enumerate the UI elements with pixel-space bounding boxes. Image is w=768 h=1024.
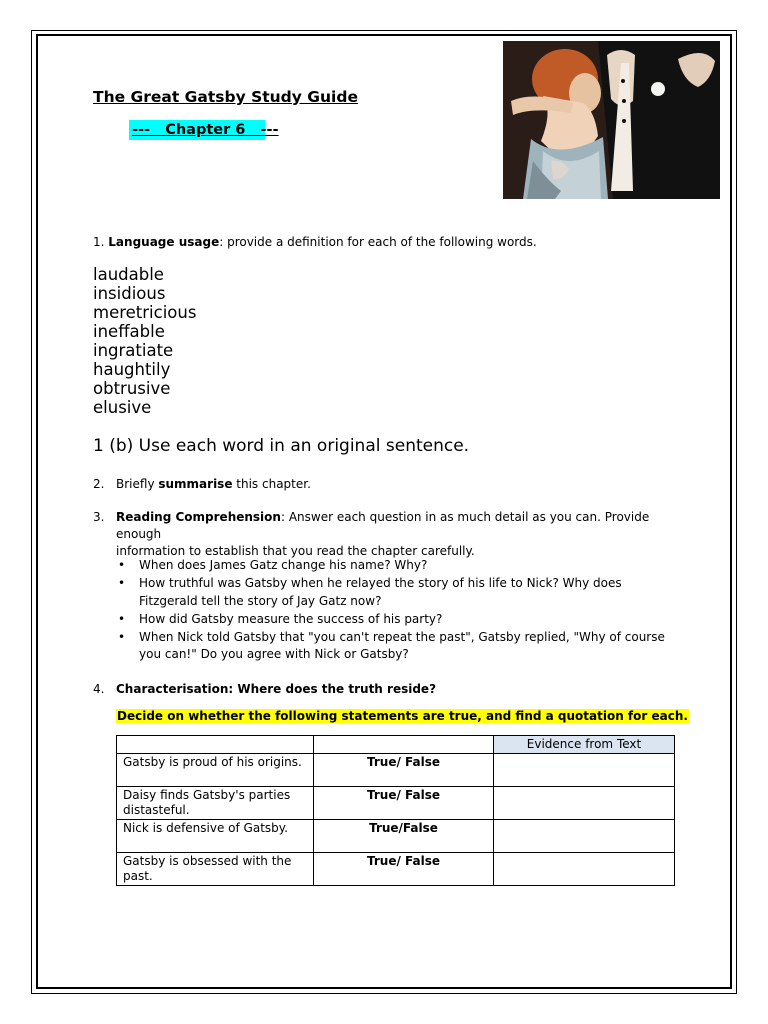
vocabulary-word: laudable [93, 265, 164, 284]
question-3-line1: : Answer each question in as much detail as you can. Provide enough [116, 510, 650, 541]
bullet-icon: • [118, 576, 126, 590]
document-title: The Great Gatsby Study Guide [93, 88, 358, 106]
comprehension-question: • When does James Gatz change his name? Why? [118, 557, 678, 575]
statement-cell: Nick is defensive of Gatsby. [117, 820, 314, 853]
vocabulary-word: haughtily [93, 360, 171, 379]
question-1-label: Language usage [108, 235, 220, 249]
statement-cell: Gatsby is obsessed with the past. [117, 853, 314, 886]
question-2-keyword: summarise [158, 477, 233, 491]
comprehension-question: • How did Gatsby measure the success of his party? [118, 611, 678, 629]
question-2-number: 2. [93, 477, 105, 491]
table-header-evidence: Evidence from Text [494, 736, 675, 754]
evidence-cell[interactable] [494, 820, 675, 853]
statement-cell: Gatsby is proud of his origins. [117, 754, 314, 787]
question-3-number: 3. [93, 510, 105, 524]
vocabulary-word: ineffable [93, 322, 165, 341]
table-row [117, 820, 675, 853]
table-header-cell [117, 736, 314, 754]
chapter-heading: --- Chapter 6 --- [129, 120, 265, 140]
question-1-number: 1. [93, 235, 105, 249]
question-4-label: Characterisation: Where does the truth reside? [116, 682, 437, 696]
evidence-cell[interactable] [494, 787, 675, 820]
question-1-text: : provide a definition for each of the following words. [219, 235, 537, 249]
illustration-graphic [503, 41, 720, 199]
question-3 [116, 509, 676, 560]
table-row [117, 787, 675, 820]
question-4-number: 4. [93, 682, 105, 696]
question-1 [93, 235, 537, 249]
vocabulary-word: elusive [93, 398, 152, 417]
true-false-cell[interactable]: True/ False [314, 787, 494, 820]
instruction-highlight: Decide on whether the following statements are true, and find a quotation for each. [117, 709, 688, 723]
illustration-dancing-couple [503, 41, 720, 199]
question-2 [116, 476, 311, 493]
vocabulary-word: insidious [93, 284, 166, 303]
bullet-icon: • [118, 611, 126, 626]
comprehension-question: • When Nick told Gatsby that "you can't repeat the past", Gatsby replied, "Why of course you can!" Do you agree with Nick or Gatsby? [118, 629, 665, 661]
statement-cell: Daisy finds Gatsby's parties distasteful. [117, 787, 314, 820]
comprehension-questions [118, 557, 678, 664]
comprehension-question: • How truthful was Gatsby when he relayed the story of his life to Nick? Why does Fitzgerald tell the story of Jay Gatz now? [118, 576, 622, 608]
bullet-icon: • [118, 629, 126, 644]
vocabulary-list [93, 265, 196, 417]
table-header-cell [314, 736, 494, 754]
question-1b: 1 (b) Use each word in an original sentence. [93, 436, 470, 456]
bullet-icon: • [118, 558, 126, 572]
table-row [117, 853, 675, 886]
true-false-cell[interactable]: True/False [314, 820, 494, 853]
question-3-line2: information to establish that you read the chapter carefully. [116, 544, 475, 558]
vocabulary-word: obtrusive [93, 379, 171, 398]
evidence-cell[interactable] [494, 853, 675, 886]
question-2-pre: Briefly [116, 477, 159, 491]
vocabulary-word: ingratiate [93, 341, 174, 360]
evidence-cell[interactable] [494, 754, 675, 787]
vocabulary-word: meretricious [93, 303, 197, 322]
table-header-row [117, 736, 675, 754]
question-2-post: this chapter. [232, 477, 311, 491]
table-row [117, 754, 675, 787]
true-false-cell[interactable]: True/ False [314, 754, 494, 787]
true-false-cell[interactable]: True/ False [314, 853, 494, 886]
true-false-table [116, 735, 675, 886]
question-3-label: Reading Comprehension [116, 510, 281, 524]
